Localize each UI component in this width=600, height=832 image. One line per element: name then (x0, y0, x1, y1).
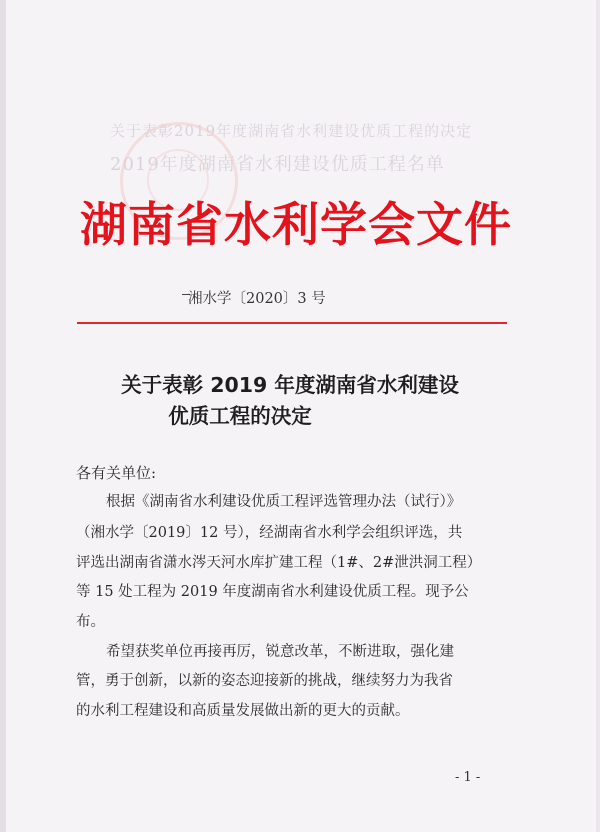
body-line: 希望获奖单位再接再厉，锐意改革，不断进取，强化建 (106, 644, 454, 660)
document-number: 湘水学〔2020〕3 号 (188, 291, 326, 307)
body-line: 等 15 处工程为 2019 年度湖南省水利建设优质工程。现予公 (76, 584, 469, 600)
body-line: 的水利工程建设和高质量发展做出新的更大的贡献。 (76, 703, 410, 719)
bleed-through-text-2: 2019年度湖南省水利建设优质工程名单 (110, 154, 445, 175)
body-line: 管，勇于创新，以新的姿态迎接新的挑战，继续努力为我省 (76, 673, 453, 689)
body-line: 布。 (76, 614, 105, 630)
decision-heading-line-2: 优质工程的决定 (168, 404, 312, 428)
decision-heading-line-1: 关于表彰 2019 年度湖南省水利建设 (121, 373, 459, 397)
red-separator-rule (77, 322, 507, 324)
body-line: 根据《湖南省水利建设优质工程评选管理办法（试行）》 (106, 494, 462, 510)
page-number: - 1 - (455, 770, 481, 785)
bleed-through-text-1: 关于表彰2019年度湖南省水利建设优质工程的决定 (110, 122, 473, 140)
body-line: 评选出湖南省潇水涔天河水库扩建工程（1#、2#泄洪洞工程） (76, 555, 482, 571)
body-line: （湘水学〔2019〕12 号），经湖南省水利学会组织评选，共 (76, 525, 463, 541)
document-header-title: 湖南省水利学会文件 (80, 198, 512, 253)
page-edge-right (596, 0, 600, 832)
salutation: 各有关单位: (76, 464, 157, 482)
